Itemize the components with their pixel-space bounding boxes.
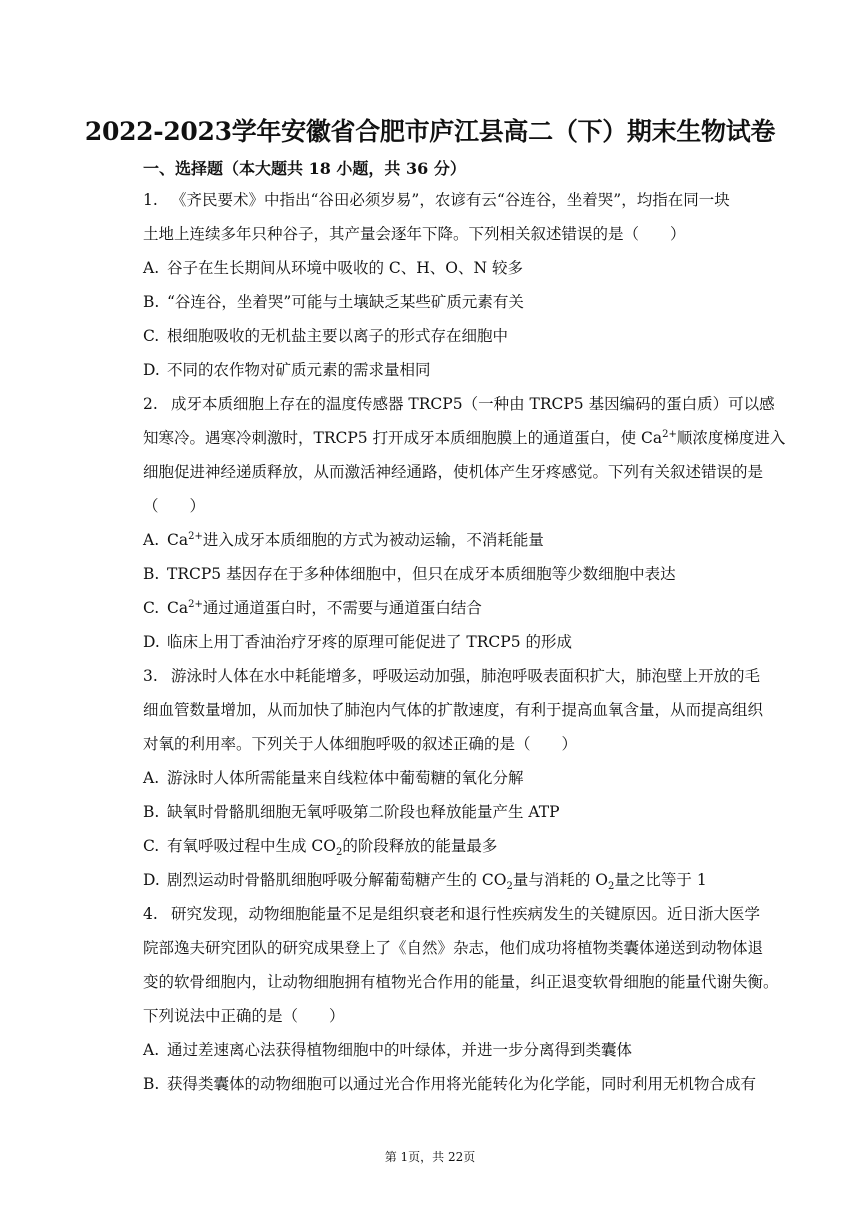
question-1-line-1: 1. 《齐民要术》中指出“谷田必须岁易”，农谚有云“谷连谷，坐着哭”，均指在同一块 [143, 191, 730, 209]
page-footer: 第 1页，共 22页 [384, 1150, 476, 1164]
question-2-option-c: C. $Ca^{2+}$通过通道蛋白时，不需要与通道蛋白结合 [143, 598, 482, 617]
question-1-line-2: 土地上连续多年只种谷子，其产量会逐年下降。下列相关叙述错误的是（ ） [143, 225, 686, 243]
question-4-line-1: 4. 研究发现，动物细胞能量不足是组织衰老和退行性疾病发生的关键原因。近日浙大医学 [143, 905, 761, 923]
question-3-option-a: A. 游泳时人体所需能量来自线粒体中葡萄糖的氧化分解 [143, 769, 524, 787]
question-3-option-b: B. 缺氧时骨骼肌细胞无氧呼吸第二阶段也释放能量产生 ATP [143, 803, 560, 821]
question-1-option-d: D. 不同的农作物对矿质元素的需求量相同 [143, 361, 431, 379]
question-number: 2. [143, 395, 158, 413]
question-2-line-1: 2. 成牙本质细胞上存在的温度传感器 TRCP5（一种由 TRCP5 基因编码的蛋白质）可以感 [143, 395, 775, 413]
question-3-line-1: 3. 游泳时人体在水中耗能增多，呼吸运动加强，肺泡呼吸表面积扩大，肺泡壁上开放的毛 [143, 667, 761, 685]
exam-title: 2022-2023学年安徽省合肥市庐江县高二（下）期末生物试卷 [84, 117, 776, 146]
question-4-option-b: B. 获得类囊体的动物细胞可以通过光合作用将光能转化为化学能，同时利用无机物合成有 [143, 1075, 757, 1093]
question-2-option-d: D. 临床上用丁香油治疗牙疼的原理可能促进了 TRCP5 的形成 [143, 633, 573, 651]
question-1-option-c: C. 根细胞吸收的无机盐主要以离子的形式存在细胞中 [143, 327, 509, 345]
question-4-option-a: A. 通过差速离心法获得植物细胞中的叶绿体，并进一步分离得到类囊体 [143, 1041, 633, 1059]
question-3-option-c: C. 有氧呼吸过程中生成 $CO_2$的阶段释放的能量最多 [143, 837, 498, 859]
question-4-line-2: 院部逸夫研究团队的研究成果登上了《自然》杂志，他们成功将植物类囊体递送到动物体退 [143, 939, 764, 957]
question-1-option-b: B. “谷连谷，坐着哭”可能与土壤缺乏某些矿质元素有关 [143, 293, 524, 311]
question-2-option-b: B. TRCP5 基因存在于多种体细胞中，但只在成牙本质细胞等少数细胞中表达 [143, 565, 676, 583]
question-2-line-3: 细胞促进神经递质释放，从而激活神经通路，使机体产生牙疼感觉。下列有关叙述错误的是 [143, 463, 764, 481]
question-2-option-a: A. $Ca^{2+}$进入成牙本质细胞的方式为被动运输，不消耗能量 [143, 530, 544, 549]
section-heading: 一、选择题（本大题共 18 小题，共 36 分） [143, 159, 466, 178]
question-number: 4. [143, 905, 158, 923]
question-3-line-2: 细血管数量增加，从而加快了肺泡内气体的扩散速度，有利于提高血氧含量，从而提高组织 [143, 701, 764, 719]
question-2-line-2: 知寒冷。遇寒冷刺激时，TRCP5 打开成牙本质细胞膜上的通道蛋白，使 $Ca^{2+}$顺浓度梯度进入 [143, 428, 786, 447]
question-number: 3. [143, 667, 158, 685]
question-3-option-d: D. 剧烈运动时骨骼肌细胞呼吸分解葡萄糖产生的 $CO_2$量与消耗的 $O_2$量之比等于 1 [143, 871, 707, 893]
question-3-line-3: 对氧的利用率。下列关于人体细胞呼吸的叙述正确的是（ ） [143, 735, 578, 753]
question-4-line-3: 变的软骨细胞内，让动物细胞拥有植物光合作用的能量，纠正退变软骨细胞的能量代谢失衡。 [143, 973, 779, 991]
question-4-line-4: 下列说法中正确的是（ ） [143, 1007, 345, 1025]
question-2-line-4: （ ） [143, 497, 206, 515]
question-1-option-a: A. 谷子在生长期间从环境中吸收的 C、H、O、N 较多 [143, 259, 524, 277]
question-number: 1. [143, 191, 158, 209]
